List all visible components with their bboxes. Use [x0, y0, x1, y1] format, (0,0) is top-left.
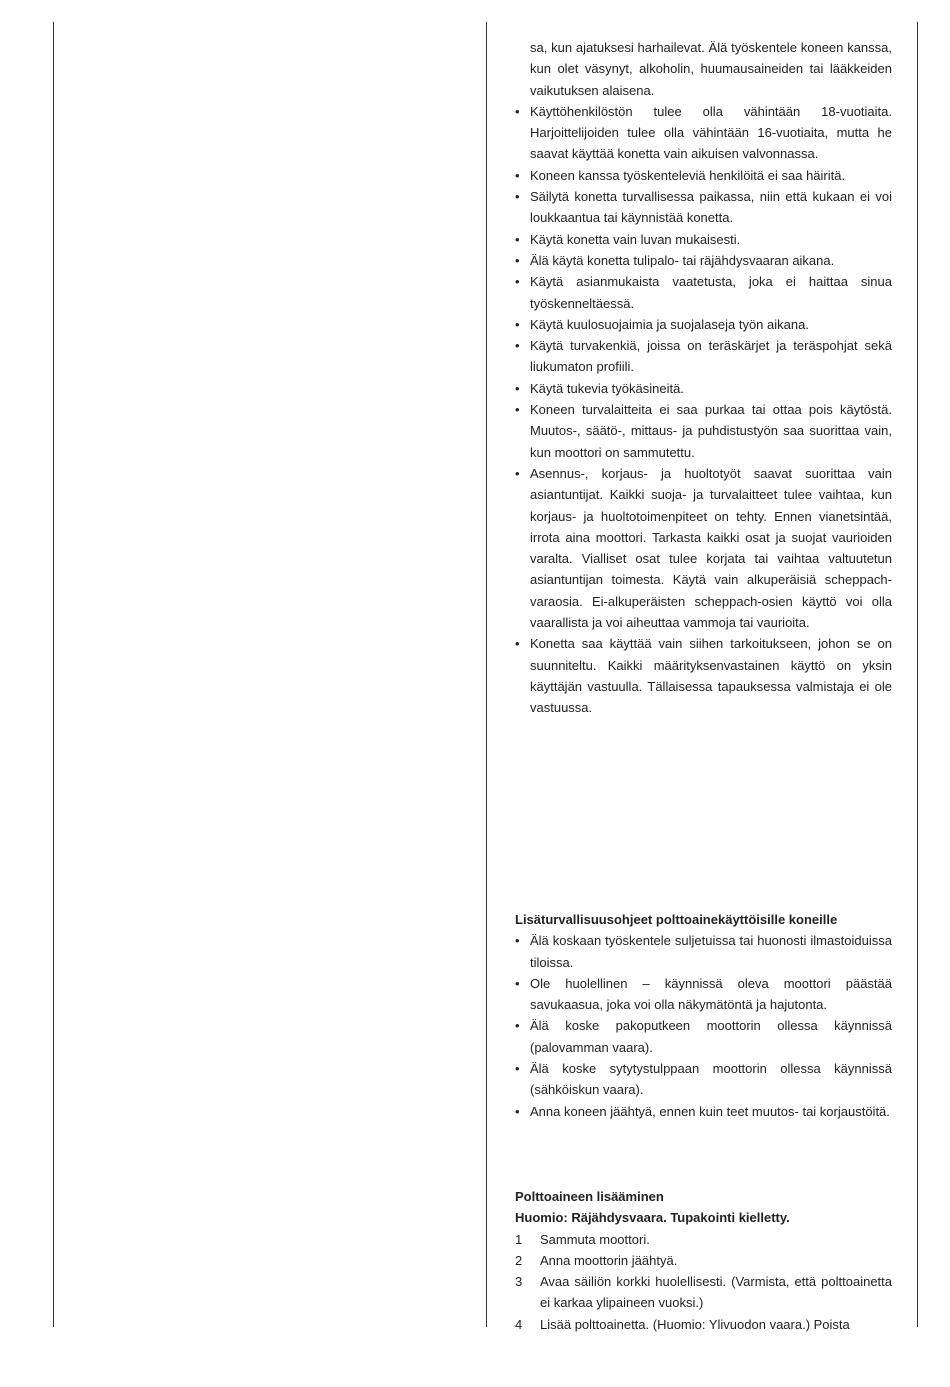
list-item: • Konetta saa käyttää vain siihen tarkoitukseen, johon se on suunniteltu. Kaikki määrityksenvastainen käyttö on yksin käyttäjän vastuulla. Tällaisessa tapauksessa valmistaja ei ole vastuussa. — [515, 633, 892, 718]
list-item — [515, 1314, 892, 1335]
refuel-steps — [515, 1229, 892, 1335]
list-item: • Käytä tukevia työkäsineitä. — [515, 378, 892, 399]
column-rule-right — [917, 22, 918, 1327]
refuel-warning: Huomio: Räjähdysvaara. Tupakointi kielletty. — [515, 1210, 790, 1226]
list-item: • Koneen kanssa työskenteleviä henkilöitä ei saa häiritä. — [515, 165, 892, 186]
list-item: • Käytä konetta vain luvan mukaisesti. — [515, 229, 892, 250]
list-item: • Älä käytä konetta tulipalo- tai räjähdysvaaran aikana. — [515, 250, 892, 271]
safety-list — [515, 101, 892, 719]
list-item: • Koneen turvalaitteita ei saa purkaa tai ottaa pois käytöstä. Muutos-, säätö-, mittaus- ja puhdistustyön saa suorittaa vain, kun moottori on sammutettu. — [515, 399, 892, 463]
step-text: Sammuta moottori. — [540, 1231, 650, 1247]
step-text: Lisää polttoainetta. (Huomio: Ylivuodon vaara.) Poista — [540, 1316, 850, 1332]
list-item — [515, 1250, 892, 1271]
continued-paragraph: sa, kun ajatuksesi harhailevat. Älä työskentele koneen kanssa, kun olet väsynyt, alkoholin, huumausaineiden tai lääkkeiden vaikutuksen alaisena. — [530, 40, 892, 98]
step-number: 1 — [515, 1231, 523, 1247]
refuel-section — [515, 1186, 892, 1335]
list-item: • Anna koneen jäähtyä, ennen kuin teet muutos- tai korjaustöitä. — [515, 1101, 892, 1122]
refuel-heading: Polttoaineen lisääminen — [515, 1189, 664, 1204]
list-item: • Käytä asianmukaista vaatetusta, joka ei haittaa sinua työskenneltäessä. — [515, 271, 892, 314]
column-rule-middle — [486, 22, 487, 1327]
list-item — [515, 1229, 892, 1250]
list-item: • Asennus-, korjaus- ja huoltotyöt saavat suorittaa vain asiantuntijat. Kaikki suoja- ja turvalaitteet tulee vaihtaa, kun korjaus- ja huoltotoimenpiteet on tehty. Ennen vianetsintää, irrota aina moottori. Tarkasta kaikki osat ja suojat vaurioiden varalta. Vialliset osat tulee korjata tai vaihtaa valtuutetun asiantuntijan toimesta. Käytä vain alkuperäisiä scheppach-varaosia. Ei-alkuperäisten scheppach-osien käyttö voi olla vaarallista ja voi aiheuttaa vammoja tai vaurioita. — [515, 463, 892, 633]
list-item: • Älä koskaan työskentele suljetuissa tai huonosti ilmastoiduissa tiloissa. — [515, 930, 892, 973]
list-item: • Säilytä konetta turvallisessa paikassa, niin että kukaan ei voi loukkaantua tai käynnistää konetta. — [515, 186, 892, 229]
step-text: Avaa säiliön korkki huolellisesti. (Varmista, että polttoainetta ei karkaa ylipaineen vuoksi.) — [540, 1274, 892, 1311]
step-text: Anna moottorin jäähtyä. — [540, 1252, 678, 1268]
step-number: 3 — [515, 1274, 523, 1290]
step-number: 2 — [515, 1252, 523, 1268]
list-item — [515, 1271, 892, 1314]
fuel-safety-section — [515, 909, 892, 1122]
list-item: • Käytä kuulosuojaimia ja suojalaseja työn aikana. — [515, 314, 892, 335]
list-item: • Älä koske pakoputkeen moottorin ollessa käynnissä (palovamman vaara). — [515, 1015, 892, 1058]
list-item: • Käyttöhenkilöstön tulee olla vähintään 18-vuotiaita. Harjoittelijoiden tulee olla vähintään 16-vuotiaita, mutta he saavat käyttää konetta vain aikuisen valvonnassa. — [515, 101, 892, 165]
list-item: • Ole huolellinen – käynnissä oleva moottori päästää savukaasua, joka voi olla näkymätöntä ja hajutonta. — [515, 973, 892, 1016]
column-rule-left — [53, 22, 54, 1327]
safety-continued-section — [515, 37, 892, 719]
fuel-safety-heading: Lisäturvallisuusohjeet polttoainekäyttöisille koneille — [515, 912, 838, 927]
list-item: • Älä koske sytytystulppaan moottorin ollessa käynnissä (sähköiskun vaara). — [515, 1058, 892, 1101]
step-number: 4 — [515, 1316, 523, 1332]
list-item: • Käytä turvakenkiä, joissa on teräskärjet ja teräspohjat sekä liukumaton profiili. — [515, 335, 892, 378]
fuel-safety-list — [515, 930, 892, 1122]
